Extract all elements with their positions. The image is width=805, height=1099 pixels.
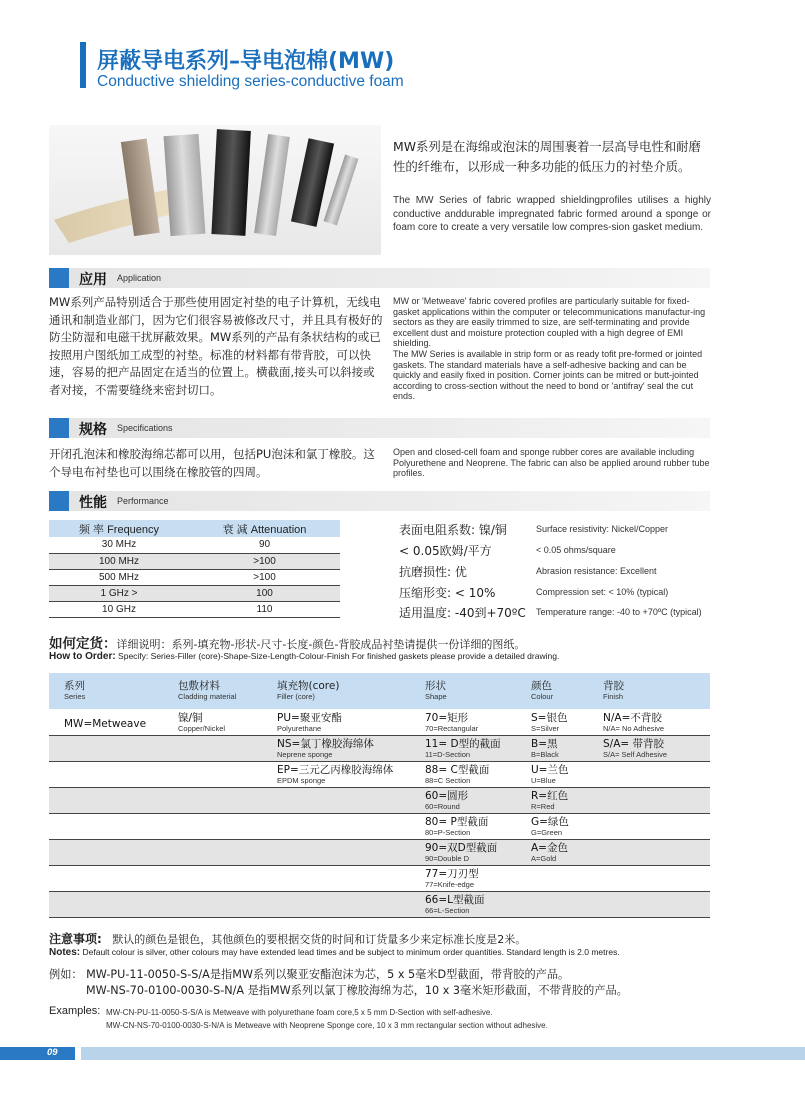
frequency-header: 频 率 Frequency xyxy=(49,520,189,537)
header-finish: 背胶 Finish xyxy=(603,680,624,701)
table-row xyxy=(49,601,340,617)
property-en: Abrasion resistance: Excellent xyxy=(536,566,657,576)
table-row xyxy=(49,762,710,788)
application-paragraph-2: The MW Series is available in strip form or as ready tofit pre-formed or jointed gaskets. The standard materials have a self-adhesive backing and can be quickly and easily fixed in position. Corner joints can be mitred or butt-jointed according to cross-section without the need to bond or 'antifray' seal the cut ends. xyxy=(393,348,703,402)
notes-label-cn: 注意事项: xyxy=(49,932,102,946)
shape-cell: 90=双D型截面 90=Double D xyxy=(425,842,498,863)
property-cn: 抗磨损性: 优 xyxy=(399,565,467,579)
page-number: 09 xyxy=(47,1047,58,1058)
application-paragraph-1: MW or 'Metweave' fabric covered profiles are particularly suitable for fixed-gasket applications within the computer or telecommunications manufactur-ing sectors as they are easily trimmed to size, are self-terminating and provide excellent dust and moisture protection coupled with a high degree of EMI shielding. xyxy=(393,296,706,349)
section-title-en: Performance xyxy=(117,496,169,506)
section-title-cn: 应用 xyxy=(79,272,107,288)
performance-table xyxy=(49,520,340,618)
section-title-cn: 性能 xyxy=(79,495,107,511)
colour-cell: U=兰色 U=Blue xyxy=(531,764,569,785)
notes-cn xyxy=(49,930,526,947)
header-shape: 形状 Shape xyxy=(425,680,447,701)
property-cn: 压缩形变: < 10% xyxy=(399,586,496,600)
shape-cell: 88= C型截面 88=C Section xyxy=(425,764,490,785)
frequency-cell: 100 MHz xyxy=(49,553,189,569)
table-row xyxy=(49,553,340,569)
section-title-en: Specifications xyxy=(117,423,173,433)
product-photo xyxy=(49,125,381,255)
colour-cell: A=金色 A=Gold xyxy=(531,842,568,863)
example-line-cn-2: MW-NS-70-0100-0030-S-N/A 是指MW系列以氯丁橡胶海绵为芯，10 x 3毫米矩形截面，不带背胶的产品。 xyxy=(86,984,628,997)
specifications-text-cn: 开闭孔泡沫和橡胶海绵芯都可以用，包括PU泡沫和氯丁橡胶。这个导电布衬垫也可以围绕在橡胶管的四周。 xyxy=(49,447,375,479)
section-header-performance xyxy=(49,491,710,511)
frequency-cell: 500 MHz xyxy=(49,569,189,585)
section-title-cn: 规格 xyxy=(79,422,107,438)
footer-bar-right xyxy=(81,1047,805,1060)
frequency-cell: 1 GHz > xyxy=(49,585,189,601)
attenuation-cell: >100 xyxy=(189,569,340,585)
specifications-text-en: Open and closed-cell foam and sponge rubber cores are available including Polyurethene and Neoprene. The fabric can also be applied around rubber tube profiles. xyxy=(393,447,710,479)
property-cn: 适用温度: -40到+70ºC xyxy=(399,606,526,620)
table-row xyxy=(49,814,710,840)
colour-cell: G=绿色 G=Green xyxy=(531,816,569,837)
notes-text-cn: 默认的颜色是银色，其他颜色的要根据交货的时间和订货量多少来定标准长度是2米。 xyxy=(112,933,527,946)
page-title-en: Conductive shielding series-conductive foam xyxy=(97,73,404,90)
how-to-order-text-en: Specify: Series-Filler (core)-Shape-Size-Length-Colour-Finish For finished gaskets please provide a detailed drawing. xyxy=(118,651,560,661)
how-to-order-label-cn: 如何定货： xyxy=(49,636,117,652)
shape-cell: 70=矩形 70=Rectangular xyxy=(425,712,479,733)
header-colour: 颜色 Colour xyxy=(531,680,554,701)
page-title-cn: 屏蔽导电系列–导电泡棉(MW) xyxy=(97,49,395,74)
footer-bar-left xyxy=(0,1047,75,1060)
examples-en xyxy=(106,1006,548,1032)
filler-cell: EP=三元乙丙橡胶海绵体 EPDM sponge xyxy=(277,764,394,785)
shape-cell: 11= D型的截面 11=D-Section xyxy=(425,738,501,759)
property-row xyxy=(399,604,719,624)
example-line-cn-1: 例如： MW-PU-11-0050-S-S/A是指MW系列以聚亚安酯泡沫为芯，5 x 5毫米D型截面，带背胶的产品。 xyxy=(49,968,570,981)
intro-text-en: The MW Series of fabric wrapped shieldingprofiles utilises a highly conductive anddurable impregnated fabric formed around a sponge or foam core to create a very versatile low compres-sion gasket medium. xyxy=(393,195,711,234)
finish-cell: S/A= 带背胶 S/A= Self Adhesive xyxy=(603,738,667,759)
intro-text-cn: MW系列是在海绵或泡沫的周围裹着一层高导电性和耐磨性的纤维布，以形成一种多功能的低压力的衬垫介质。 xyxy=(393,139,701,174)
colour-cell: B=黑 B=Black xyxy=(531,738,559,759)
attenuation-cell: >100 xyxy=(189,553,340,569)
order-code-table xyxy=(49,673,710,916)
attenuation-cell: 90 xyxy=(189,537,340,553)
property-cn: 表面电阻系数: 镍/铜 xyxy=(399,523,507,537)
property-cn: < 0.05欧姆/平方 xyxy=(399,544,492,558)
examples-label-en: Examples: xyxy=(49,1005,101,1017)
header-filler: 填充物(core) Filler (core) xyxy=(277,680,340,701)
filler-cell: NS=氯丁橡胶海绵体 Neprene sponge xyxy=(277,738,374,759)
attenuation-header: 衰 减 Attenuation xyxy=(189,520,340,537)
finish-cell: N/A=不背胶 N/A= No Adhesive xyxy=(603,712,665,733)
shape-cell: 77=刀刃型 77=Knife-edge xyxy=(425,868,479,889)
notes-text-en: Default colour is silver, other colours may have extended lead times and be subject to minimum order quantities. Standard length is 2.0 metres. xyxy=(82,947,620,957)
order-table-header xyxy=(49,673,710,709)
property-row xyxy=(399,521,719,541)
section-marker xyxy=(49,418,69,438)
how-to-order-cn xyxy=(49,632,525,652)
performance-table-header xyxy=(49,520,340,537)
colour-cell: R=红色 R=Red xyxy=(531,790,569,811)
section-title-en: Application xyxy=(117,273,162,283)
section-marker xyxy=(49,491,69,511)
table-row xyxy=(49,788,710,814)
series-cell: MW=Metweave xyxy=(64,718,147,730)
frequency-cell: 30 MHz xyxy=(49,537,189,553)
how-to-order-text-cn: 详细说明：系列-填充物-形状-尺寸-长度-颜色-背胶成品衬垫请提供一份详细的图纸。 xyxy=(116,638,526,651)
example-line-en-1: MW-CN-PU-11-0050-S-S/A is Metweave with polyurethane foam core,5 x 5 mm D-Section with self-adhesive. xyxy=(106,1008,493,1017)
filler-cell: PU=聚亚安酯 Polyurethane xyxy=(277,712,342,733)
table-row xyxy=(49,840,710,866)
property-en: Temperature range: -40 to +70ºC (typical) xyxy=(536,607,702,617)
header-cladding: 包敷材料 Cladding material xyxy=(178,680,237,701)
example-line-en-2: MW-CN-NS-70-0100-0030-S-N/A is Metweave with Neoprene Sponge core, 10 x 3 mm rectangular section without adhesive. xyxy=(106,1021,548,1030)
table-row xyxy=(49,537,340,553)
table-row xyxy=(49,866,710,892)
property-row xyxy=(399,542,719,562)
application-text-en xyxy=(393,296,711,402)
how-to-order-label-en: How to Order: xyxy=(49,651,116,662)
section-header-application xyxy=(49,268,710,288)
section-header-specifications xyxy=(49,418,710,438)
property-row xyxy=(399,584,719,604)
shape-cell: 60=圆形 60=Round xyxy=(425,790,469,811)
table-row xyxy=(49,585,340,601)
section-marker xyxy=(49,268,69,288)
attenuation-cell: 110 xyxy=(189,601,340,617)
table-row xyxy=(49,736,710,762)
property-en: < 0.05 ohms/square xyxy=(536,545,616,555)
property-en: Surface resistivity: Nickel/Copper xyxy=(536,524,669,534)
notes-label-en: Notes: xyxy=(49,947,81,958)
table-row xyxy=(49,710,710,736)
title-accent-bar xyxy=(80,42,86,88)
shape-cell: 80= P型截面 80=P-Section xyxy=(425,816,489,837)
attenuation-cell: 100 xyxy=(189,585,340,601)
application-text-cn: MW系列产品特别适合于那些使用固定衬垫的电子计算机，无线电通讯和制造业部门，因为它们很容易被修改尺寸，并且具有极好的防尘防湿和电磁干扰屏蔽效果。MW系列的产品有条状结构的或已按照用户图纸加工成型的衬垫。标准的材料都有带背胶，可以快速，容易的把产品固定在适当的位置上。横截面,接头可以斜接或者对接，不需要缝绕来密封切口。 xyxy=(49,295,383,397)
shape-cell: 66=L型截面 66=L-Section xyxy=(425,894,485,915)
property-en: Compression set: < 10% (typical) xyxy=(536,587,669,597)
cladding-cell: 镍/铜 Copper/Nickel xyxy=(178,712,226,733)
how-to-order-en xyxy=(49,651,559,662)
header-series: 系列 Series xyxy=(64,680,86,701)
table-row xyxy=(49,892,710,918)
notes-en xyxy=(49,947,620,958)
property-row xyxy=(399,563,719,583)
examples-cn xyxy=(49,967,628,999)
table-row xyxy=(49,569,340,585)
frequency-cell: 10 GHz xyxy=(49,601,189,617)
colour-cell: S=银色 S=Silver xyxy=(531,712,568,733)
